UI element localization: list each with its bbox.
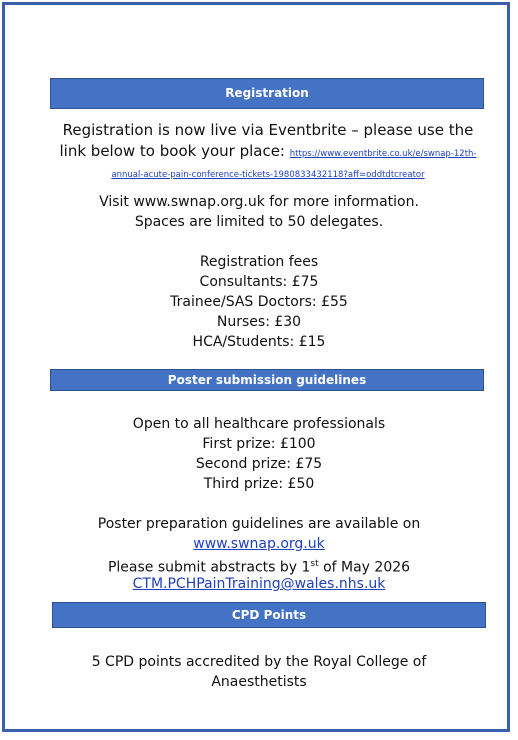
eventbrite-link[interactable]: https://www.eventbrite.co.uk/e/swnap-12th-annual-acute-pain-conference-tickets-1980833432118?aff=oddtdtcreator xyxy=(111,149,477,180)
guidelines-text: Poster preparation guidelines are available on xyxy=(97,516,421,532)
registration-header xyxy=(50,78,484,109)
poster-open: Open to all healthcare professionals xyxy=(132,416,386,432)
poster-header xyxy=(50,369,484,391)
poster-title: Poster submission guidelines xyxy=(167,373,367,387)
swnap-link[interactable]: www.swnap.org.uk xyxy=(193,536,325,552)
cpd-line-2: Anaesthetists xyxy=(211,674,307,690)
submit-text-pre: Please submit abstracts by 1 xyxy=(107,559,311,576)
submit-text-post: of May 2026 xyxy=(318,559,411,576)
fee-nurses: Nurses: £30 xyxy=(216,314,302,330)
first-prize: First prize: £100 xyxy=(202,436,316,452)
cpd-title: CPD Points xyxy=(231,608,307,622)
cpd-header xyxy=(52,602,486,628)
fees-heading: Registration fees xyxy=(199,254,319,270)
email-link[interactable]: CTM.PCHPainTraining@wales.nhs.uk xyxy=(132,576,386,592)
fee-consultants: Consultants: £75 xyxy=(199,274,319,290)
fee-trainee: Trainee/SAS Doctors: £55 xyxy=(170,294,348,310)
visit-text: Visit www.swnap.org.uk for more information. xyxy=(99,194,419,210)
email-row xyxy=(0,574,518,594)
submit-text-sup: st xyxy=(310,559,319,569)
registration-intro-text: Registration is now live via Eventbrite – please use the link below to book your place: xyxy=(59,121,474,160)
cpd-line-1: 5 CPD points accredited by the Royal College of xyxy=(91,654,427,670)
registration-title: Registration xyxy=(225,86,309,100)
fee-students: HCA/Students: £15 xyxy=(192,334,326,350)
registration-intro xyxy=(52,120,484,183)
second-prize: Second prize: £75 xyxy=(195,456,323,472)
guidelines-site-row xyxy=(0,534,518,554)
spaces-text: Spaces are limited to 50 delegates. xyxy=(134,214,384,230)
third-prize: Third prize: £50 xyxy=(203,476,315,492)
